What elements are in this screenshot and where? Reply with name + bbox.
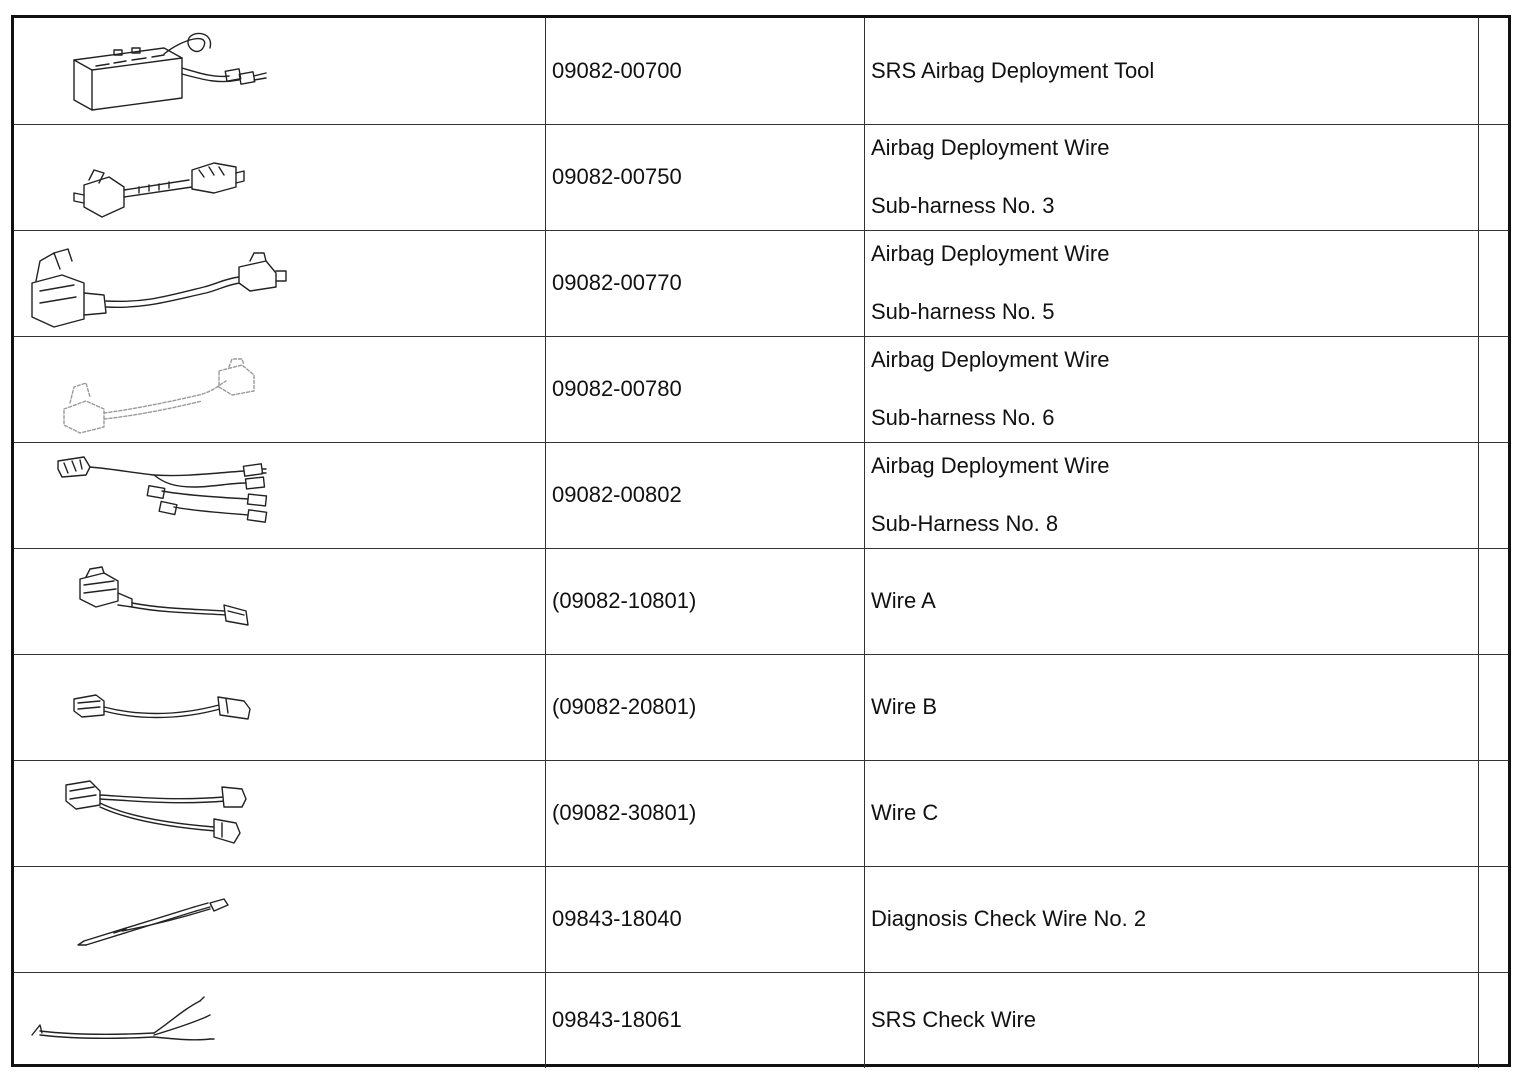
part-number: (09082-30801): [546, 760, 865, 866]
remarks-cell: [1479, 230, 1510, 336]
tool-name: [865, 230, 1479, 336]
table-row: [14, 760, 1509, 866]
tool-name: [865, 760, 1479, 866]
wire-b-icon: [14, 655, 545, 761]
table-row: [14, 336, 1509, 442]
srs-check-wire-icon: [14, 973, 545, 1069]
tool-name-line: Diagnosis Check Wire No. 2: [871, 905, 1147, 931]
sub-harness-3-icon: [14, 125, 545, 231]
tool-name-line: Airbag Deployment Wire: [871, 135, 1110, 161]
tool-name-line: Airbag Deployment Wire: [871, 347, 1110, 373]
tool-name: [865, 654, 1479, 760]
tool-illustration-cell: [14, 548, 546, 654]
table-row: [14, 18, 1509, 124]
diagnosis-check-wire-icon: [14, 867, 545, 973]
tool-illustration-cell: [14, 336, 546, 442]
part-number: 09082-00802: [546, 442, 865, 548]
tool-name-line: Sub-harness No. 6: [871, 404, 1055, 430]
part-number: 09082-00770: [546, 230, 865, 336]
part-number: (09082-20801): [546, 654, 865, 760]
tool-name-line: Sub-harness No. 5: [871, 298, 1055, 324]
tool-name-line: Wire C: [871, 799, 939, 825]
remarks-cell: [1479, 336, 1510, 442]
tool-name: [865, 442, 1479, 548]
table-row: [14, 442, 1509, 548]
remarks-cell: [1479, 442, 1510, 548]
table-row: [14, 124, 1509, 230]
part-number: 09843-18040: [546, 866, 865, 972]
remarks-cell: [1479, 972, 1510, 1068]
tool-name-line: Sub-harness No. 3: [871, 192, 1055, 218]
tool-name: [865, 336, 1479, 442]
table-row: [14, 866, 1509, 972]
part-number: 09082-00780: [546, 336, 865, 442]
part-number: 09843-18061: [546, 972, 865, 1068]
wire-c-icon: [14, 761, 545, 867]
tool-illustration-cell: [14, 230, 546, 336]
tool-name-line: Airbag Deployment Wire: [871, 241, 1110, 267]
tool-name: [865, 972, 1479, 1068]
tool-name-line: SRS Check Wire: [871, 1007, 1037, 1033]
tool-name-line: Wire B: [871, 693, 937, 719]
table-row: [14, 972, 1509, 1068]
tool-name-line: Airbag Deployment Wire: [871, 453, 1110, 479]
table-row: [14, 548, 1509, 654]
tool-illustration-cell: [14, 866, 546, 972]
remarks-cell: [1479, 548, 1510, 654]
deployment-tool-icon: [14, 18, 545, 124]
remarks-cell: [1479, 18, 1510, 124]
tool-name: [865, 124, 1479, 230]
special-tools-table: [14, 18, 1509, 1068]
remarks-cell: [1479, 866, 1510, 972]
tool-name: [865, 866, 1479, 972]
tool-illustration-cell: [14, 654, 546, 760]
tool-illustration-cell: [14, 972, 546, 1068]
part-number: (09082-10801): [546, 548, 865, 654]
tool-name: [865, 18, 1479, 124]
part-number: 09082-00700: [546, 18, 865, 124]
tool-illustration-cell: [14, 124, 546, 230]
table-row: [14, 654, 1509, 760]
special-tools-table-frame: [11, 15, 1511, 1067]
sub-harness-6-icon: [14, 337, 545, 443]
tool-illustration-cell: [14, 18, 546, 124]
remarks-cell: [1479, 124, 1510, 230]
sub-harness-5-icon: [14, 231, 545, 337]
table-row: [14, 230, 1509, 336]
tool-name-line: Wire A: [871, 587, 936, 613]
remarks-cell: [1479, 654, 1510, 760]
tool-illustration-cell: [14, 760, 546, 866]
tool-name-line: Sub-Harness No. 8: [871, 510, 1059, 536]
wire-a-icon: [14, 549, 545, 655]
sub-harness-8-icon: [14, 443, 545, 549]
part-number: 09082-00750: [546, 124, 865, 230]
tool-illustration-cell: [14, 442, 546, 548]
tool-name-line: SRS Airbag Deployment Tool: [871, 57, 1155, 83]
tool-name: [865, 548, 1479, 654]
remarks-cell: [1479, 760, 1510, 866]
